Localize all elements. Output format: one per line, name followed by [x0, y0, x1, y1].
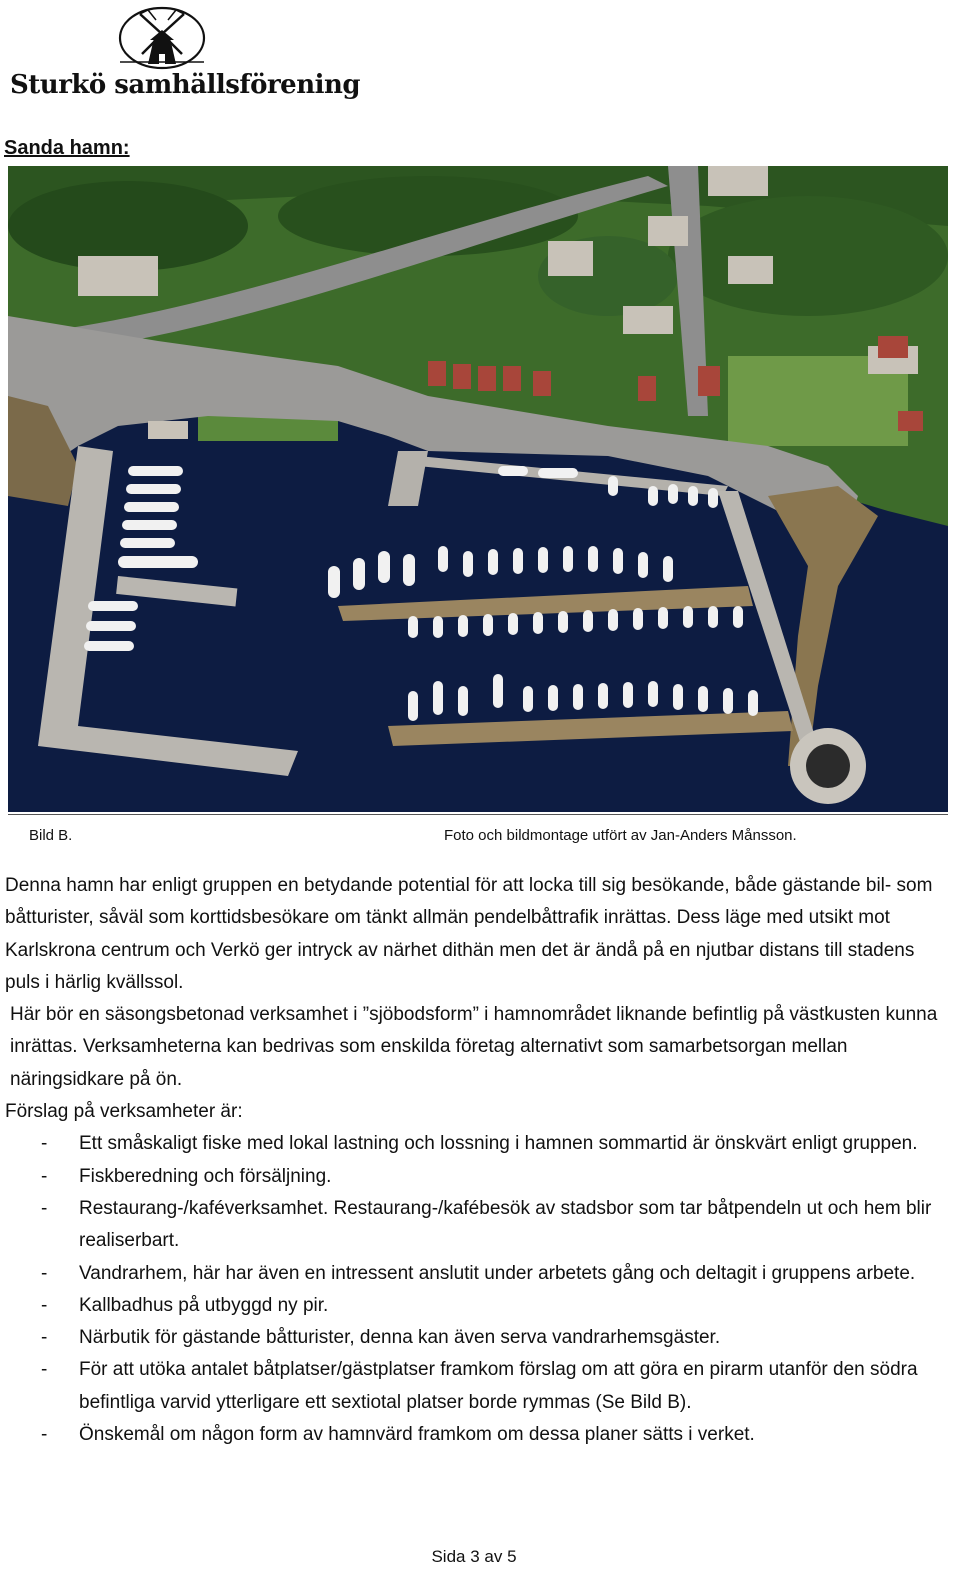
list-item	[5, 1290, 950, 1322]
bullet: -	[41, 1165, 48, 1187]
windmill-icon	[8, 4, 318, 74]
paragraph-1: Denna hamn har enligt gruppen en betydande potential för att locka till sig besökande, både gästande bil- som båtturister, såväl som korttidsbesökare om tänkt allmän pendelbåttrafik inrättas. Dess läge med utsikt mot Karlskrona centrum och Verkö ger intryck av närhet dithän men det är ändå på en njutbar distans till stadens puls i härlig kvällssol.	[5, 875, 933, 993]
list-intro: Förslag på verksamheter är:	[5, 1101, 243, 1123]
list-item-text: Restaurang-/kaféverksamhet. Restaurang-/kafébesök av stadsbor som tar båtpendeln ut och hem blir realiserbart.	[79, 1197, 932, 1252]
list-item	[5, 1258, 950, 1290]
body-text	[5, 870, 950, 1451]
proposal-list	[5, 1128, 950, 1451]
list-item	[5, 1161, 950, 1193]
photo-caption-label: Bild B.	[29, 827, 73, 844]
bullet: -	[41, 1133, 48, 1155]
list-item	[5, 1193, 950, 1258]
bullet: -	[41, 1327, 48, 1349]
bullet: -	[41, 1197, 48, 1219]
paragraph-2: Här bör en säsongsbetonad verksamhet i ”sjöbodsform” i hamnområdet liknande befintlig på västkusten kunna inrättas. Verksamheterna kan bedrivas som enskilda företag alternativt som samarbetsorgan mellan näringsidkare på ön.	[10, 1004, 938, 1090]
photo-credit: Foto och bildmontage utfört av Jan-Anders Månsson.	[444, 827, 797, 844]
bullet: -	[41, 1294, 48, 1316]
list-item	[5, 1419, 950, 1451]
photo-border	[8, 814, 948, 815]
list-item-text: Vandrarhem, här har även en intressent anslutit under arbetets gång och deltagit i gruppens arbete.	[79, 1262, 916, 1284]
list-item-text: Närbutik för gästande båtturister, denna kan även serva vandrarhemsgäster.	[79, 1327, 721, 1349]
page-number: Sida 3 av 5	[431, 1547, 517, 1566]
bullet: -	[41, 1262, 48, 1284]
aerial-harbor-photo	[8, 166, 948, 812]
section-heading: Sanda hamn:	[4, 137, 130, 159]
list-item-text: Fiskberedning och försäljning.	[79, 1165, 332, 1187]
list-item-text: För att utöka antalet båtplatser/gästplatser framkom förslag om att göra en pirarm utanför den södra befintliga varvid ytterligare ett sextiotal platser borde rymmas (Se Bild B).	[79, 1359, 918, 1413]
bullet: -	[41, 1359, 48, 1381]
bullet: -	[41, 1424, 48, 1446]
list-item	[5, 1354, 950, 1419]
list-item-text: Ett småskaligt fiske med lokal lastning och lossning i hamnen sommartid är önskvärt enligt gruppen.	[79, 1133, 918, 1155]
list-item	[5, 1322, 950, 1354]
list-item-text: Önskemål om någon form av hamnvärd framkom om dessa planer sätts i verket.	[79, 1424, 755, 1446]
organization-name: Sturkö samhällsförening	[10, 70, 361, 100]
organization-logo	[8, 4, 361, 108]
list-item-text: Kallbadhus på utbyggd ny pir.	[79, 1294, 329, 1316]
list-item	[5, 1128, 950, 1160]
